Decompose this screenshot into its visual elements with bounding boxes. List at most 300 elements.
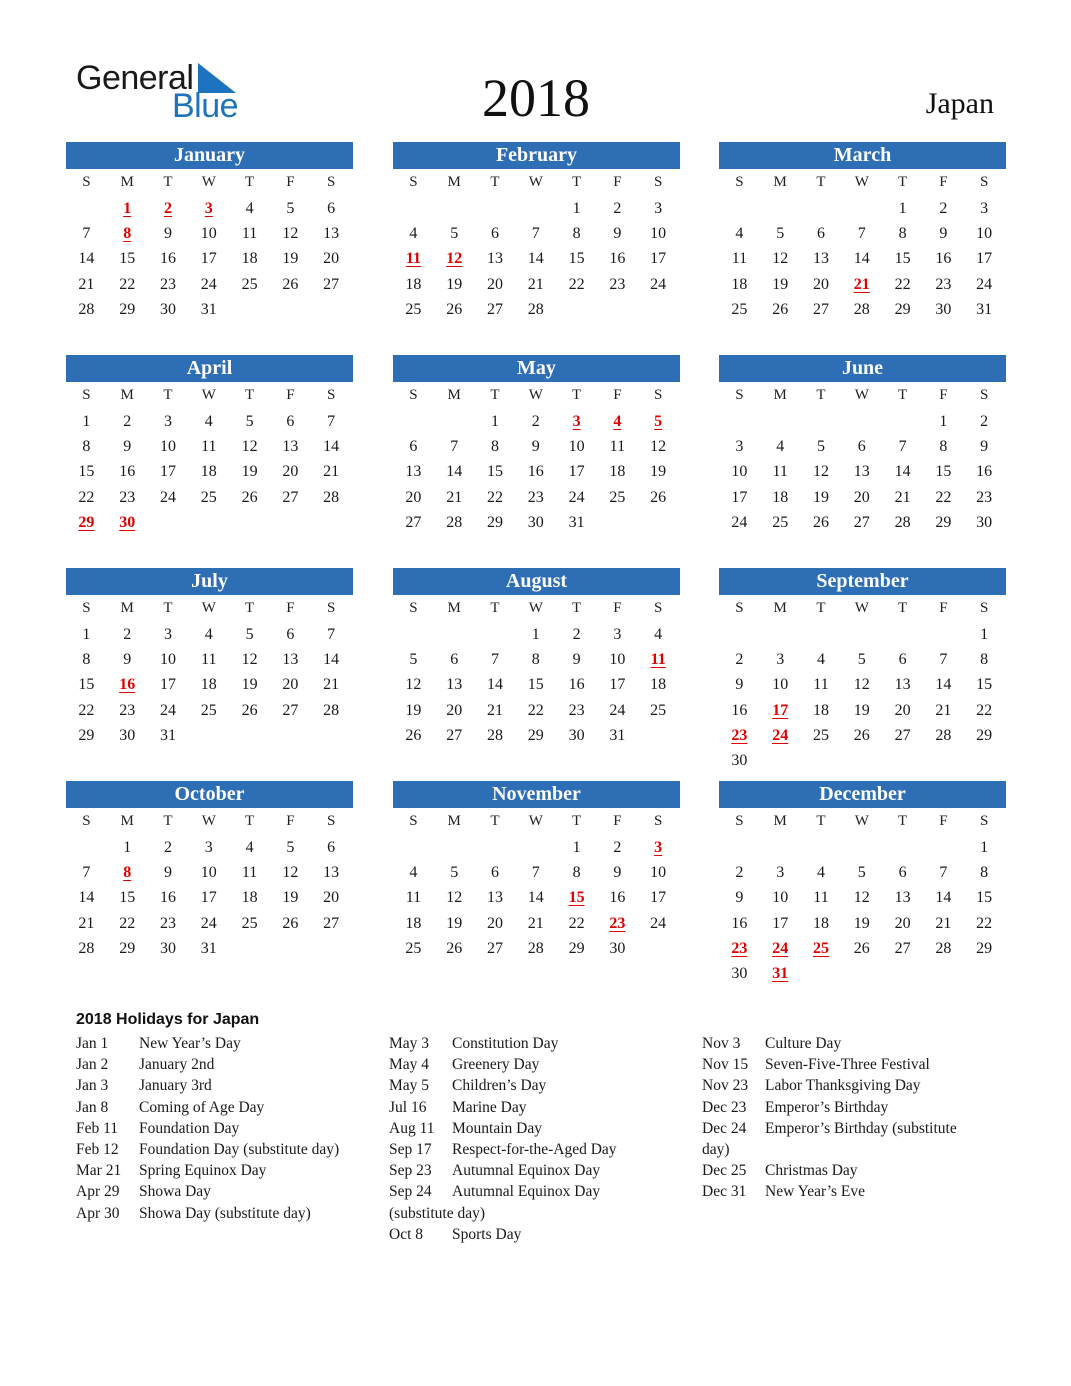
day-cell: 7 bbox=[939, 864, 948, 882]
day-cell: 19 bbox=[853, 914, 870, 932]
day-cell-holiday: 15 bbox=[568, 889, 585, 907]
weekday-label: S bbox=[82, 813, 91, 829]
holiday-date: May 5 bbox=[389, 1077, 430, 1095]
weekday-row bbox=[66, 596, 353, 621]
day-cell: 28 bbox=[527, 939, 544, 957]
day-cell: 1 bbox=[531, 626, 540, 643]
day-cell-holiday: 4 bbox=[613, 413, 622, 430]
day-cell: 27 bbox=[812, 300, 829, 318]
day-cell: 26 bbox=[405, 726, 422, 744]
day-grid bbox=[719, 196, 1006, 322]
day-cell: 8 bbox=[572, 225, 581, 243]
day-cell: 15 bbox=[976, 889, 993, 907]
day-cell: 16 bbox=[159, 889, 176, 907]
weekday-label: T bbox=[898, 174, 908, 190]
day-cell: 7 bbox=[82, 225, 91, 243]
holiday-date: Jan 2 bbox=[76, 1056, 109, 1074]
day-cell: 1 bbox=[980, 839, 989, 856]
weekday-label: T bbox=[245, 387, 255, 403]
day-cell-holiday: 3 bbox=[572, 413, 581, 430]
day-cell: 4 bbox=[776, 438, 785, 456]
day-cell: 22 bbox=[78, 701, 95, 719]
day-cell: 28 bbox=[78, 300, 95, 318]
weekday-label: S bbox=[980, 813, 989, 829]
month-september bbox=[719, 568, 1006, 773]
day-cell: 14 bbox=[323, 438, 340, 456]
day-cell: 8 bbox=[980, 864, 989, 882]
holiday-row bbox=[389, 1139, 689, 1160]
weekday-label: T bbox=[572, 387, 582, 403]
holiday-row bbox=[389, 1054, 689, 1075]
day-cell: 27 bbox=[282, 488, 299, 506]
day-cell: 31 bbox=[609, 726, 626, 744]
weekday-label: M bbox=[447, 813, 461, 829]
weekday-label: T bbox=[490, 813, 500, 829]
holidays-title: 2018 Holidays for Japan bbox=[76, 1011, 260, 1028]
day-cell: 24 bbox=[650, 914, 667, 932]
day-cell: 5 bbox=[450, 864, 459, 882]
weekday-label: T bbox=[245, 174, 255, 190]
day-cell: 27 bbox=[894, 726, 911, 744]
day-cell: 12 bbox=[650, 438, 667, 456]
weekday-row bbox=[66, 383, 353, 408]
day-cell: 13 bbox=[405, 463, 422, 481]
day-cell: 4 bbox=[245, 200, 254, 217]
day-cell-holiday: 30 bbox=[119, 513, 136, 531]
day-blank bbox=[841, 622, 882, 647]
holiday-name: Foundation Day (substitute day) bbox=[139, 1141, 340, 1159]
day-cell: 1 bbox=[490, 413, 499, 430]
day-cell: 28 bbox=[323, 488, 340, 506]
day-cell: 11 bbox=[731, 250, 748, 268]
day-cell: 6 bbox=[327, 839, 336, 856]
holiday-date: May 4 bbox=[389, 1056, 430, 1074]
day-blank bbox=[760, 622, 801, 647]
holiday-date: Aug 11 bbox=[389, 1119, 435, 1137]
day-cell: 1 bbox=[898, 200, 907, 217]
day-cell: 29 bbox=[894, 300, 911, 318]
holiday-name: Foundation Day bbox=[139, 1119, 240, 1137]
day-cell: 17 bbox=[200, 889, 217, 907]
day-cell-holiday: 23 bbox=[731, 939, 748, 957]
day-cell: 19 bbox=[282, 250, 299, 268]
holiday-row bbox=[389, 1118, 689, 1139]
day-cell: 27 bbox=[405, 513, 422, 531]
weekday-label: S bbox=[327, 813, 336, 829]
day-cell: 22 bbox=[486, 488, 503, 506]
day-cell: 12 bbox=[853, 676, 870, 694]
day-cell: 26 bbox=[241, 701, 258, 719]
day-cell-holiday: 2 bbox=[163, 200, 172, 217]
day-cell: 19 bbox=[446, 275, 463, 293]
day-cell: 15 bbox=[119, 889, 136, 907]
holiday-name: Emperor’s Birthday (substitute bbox=[765, 1119, 957, 1137]
day-cell: 31 bbox=[976, 300, 993, 318]
day-cell: 4 bbox=[654, 626, 663, 643]
day-cell: 9 bbox=[980, 438, 989, 456]
holiday-row bbox=[389, 1181, 689, 1202]
day-cell: 25 bbox=[772, 513, 789, 531]
day-cell: 24 bbox=[650, 275, 667, 293]
day-cell: 24 bbox=[159, 488, 176, 506]
day-cell: 12 bbox=[446, 889, 463, 907]
day-cell: 3 bbox=[204, 839, 213, 856]
logo-general-text: General bbox=[76, 59, 194, 97]
day-cell: 7 bbox=[490, 651, 499, 669]
day-grid bbox=[719, 835, 1006, 986]
day-cell: 30 bbox=[119, 726, 136, 744]
day-cell: 11 bbox=[609, 438, 626, 456]
weekday-label: F bbox=[286, 600, 295, 616]
weekday-label: S bbox=[327, 174, 336, 190]
day-cell: 30 bbox=[568, 726, 585, 744]
day-blank bbox=[882, 835, 923, 860]
weekday-label: S bbox=[409, 600, 418, 616]
day-cell: 24 bbox=[609, 701, 626, 719]
day-cell: 30 bbox=[159, 300, 176, 318]
day-blank bbox=[923, 835, 964, 860]
page-title-year: 2018 bbox=[482, 68, 590, 128]
holiday-date: Dec 31 bbox=[702, 1183, 747, 1201]
day-cell: 29 bbox=[527, 726, 544, 744]
day-blank bbox=[801, 622, 842, 647]
day-cell: 17 bbox=[609, 676, 626, 694]
day-cell: 6 bbox=[409, 438, 418, 456]
weekday-label: M bbox=[773, 387, 787, 403]
day-cell: 15 bbox=[78, 676, 95, 694]
day-cell: 7 bbox=[327, 413, 336, 430]
holiday-name: day) bbox=[702, 1141, 730, 1159]
holiday-row bbox=[76, 1160, 376, 1181]
month-january bbox=[66, 142, 353, 322]
holiday-column bbox=[389, 1033, 689, 1245]
holiday-name: Respect-for-the-Aged Day bbox=[452, 1141, 617, 1159]
day-cell: 19 bbox=[853, 701, 870, 719]
day-cell: 4 bbox=[409, 864, 418, 882]
day-cell: 19 bbox=[241, 676, 258, 694]
day-cell: 22 bbox=[527, 701, 544, 719]
weekday-row bbox=[719, 383, 1006, 408]
day-cell: 25 bbox=[405, 939, 422, 957]
day-cell: 6 bbox=[286, 413, 295, 430]
day-cell: 26 bbox=[853, 726, 870, 744]
day-cell: 20 bbox=[323, 889, 340, 907]
day-cell: 11 bbox=[405, 889, 422, 907]
weekday-label: S bbox=[735, 174, 744, 190]
day-cell: 15 bbox=[527, 676, 544, 694]
holiday-column bbox=[76, 1033, 376, 1224]
day-cell: 9 bbox=[735, 889, 744, 907]
day-cell: 28 bbox=[935, 726, 952, 744]
day-cell: 28 bbox=[853, 300, 870, 318]
weekday-label: T bbox=[163, 387, 173, 403]
weekday-label: F bbox=[613, 174, 622, 190]
day-cell: 2 bbox=[939, 200, 948, 217]
day-cell: 17 bbox=[200, 250, 217, 268]
day-cell: 16 bbox=[527, 463, 544, 481]
day-blank bbox=[760, 835, 801, 860]
weekday-label: M bbox=[447, 174, 461, 190]
day-cell: 15 bbox=[486, 463, 503, 481]
logo-blue-text: Blue bbox=[172, 87, 239, 125]
day-cell: 28 bbox=[527, 300, 544, 318]
day-cell: 5 bbox=[857, 651, 866, 669]
day-cell: 14 bbox=[323, 651, 340, 669]
country-label: Japan bbox=[925, 87, 994, 120]
day-cell: 7 bbox=[898, 438, 907, 456]
day-cell: 30 bbox=[935, 300, 952, 318]
weekday-label: M bbox=[773, 174, 787, 190]
day-cell: 6 bbox=[286, 626, 295, 643]
day-cell: 8 bbox=[490, 438, 499, 456]
weekday-label: W bbox=[854, 387, 869, 403]
day-cell: 22 bbox=[78, 488, 95, 506]
day-cell: 6 bbox=[450, 651, 459, 669]
day-cell-holiday: 3 bbox=[204, 200, 213, 217]
day-cell: 11 bbox=[241, 864, 258, 882]
day-cell-holiday: 11 bbox=[405, 250, 421, 268]
weekday-label: M bbox=[773, 600, 787, 616]
day-blank bbox=[434, 835, 475, 860]
month-header: August bbox=[393, 568, 680, 595]
day-cell: 11 bbox=[813, 676, 829, 694]
holiday-row bbox=[389, 1097, 689, 1118]
weekday-label: W bbox=[201, 174, 216, 190]
weekday-row bbox=[719, 596, 1006, 621]
day-cell: 12 bbox=[772, 250, 789, 268]
day-cell: 27 bbox=[282, 701, 299, 719]
holiday-name: Mountain Day bbox=[452, 1119, 542, 1137]
weekday-row bbox=[66, 170, 353, 195]
day-cell: 27 bbox=[853, 513, 870, 531]
weekday-label: T bbox=[245, 813, 255, 829]
day-blank bbox=[66, 196, 107, 221]
day-cell: 10 bbox=[772, 676, 789, 694]
holiday-column bbox=[702, 1033, 1002, 1203]
day-cell: 28 bbox=[486, 726, 503, 744]
day-blank bbox=[434, 409, 475, 434]
day-cell-holiday: 16 bbox=[119, 676, 136, 694]
day-cell: 19 bbox=[282, 889, 299, 907]
day-cell: 14 bbox=[78, 250, 95, 268]
day-cell: 1 bbox=[572, 839, 581, 856]
day-cell: 7 bbox=[939, 651, 948, 669]
weekday-label: S bbox=[654, 600, 663, 616]
weekday-label: S bbox=[980, 600, 989, 616]
day-cell: 11 bbox=[772, 463, 788, 481]
weekday-label: T bbox=[490, 174, 500, 190]
day-cell: 22 bbox=[894, 275, 911, 293]
day-cell: 10 bbox=[772, 889, 789, 907]
weekday-label: M bbox=[773, 813, 787, 829]
holiday-date: Nov 23 bbox=[702, 1077, 749, 1095]
day-cell: 5 bbox=[286, 200, 295, 217]
holiday-date: Jan 3 bbox=[76, 1077, 109, 1095]
day-cell: 22 bbox=[568, 914, 585, 932]
day-blank bbox=[923, 622, 964, 647]
day-cell: 20 bbox=[323, 250, 340, 268]
holiday-name: Constitution Day bbox=[452, 1035, 559, 1052]
day-cell: 13 bbox=[446, 676, 463, 694]
day-cell: 19 bbox=[241, 463, 258, 481]
weekday-label: W bbox=[854, 600, 869, 616]
day-cell: 6 bbox=[898, 651, 907, 669]
day-cell: 13 bbox=[323, 864, 340, 882]
month-august bbox=[393, 568, 680, 748]
day-cell: 19 bbox=[405, 701, 422, 719]
holiday-name: Marine Day bbox=[452, 1098, 527, 1116]
day-cell: 16 bbox=[976, 463, 993, 481]
day-cell: 14 bbox=[935, 889, 952, 907]
holiday-date: Sep 17 bbox=[389, 1141, 432, 1159]
day-cell: 2 bbox=[163, 839, 172, 856]
day-cell: 20 bbox=[486, 275, 503, 293]
day-cell: 10 bbox=[731, 463, 748, 481]
weekday-label: S bbox=[82, 600, 91, 616]
month-november bbox=[393, 781, 680, 961]
holiday-date: Oct 8 bbox=[389, 1225, 424, 1243]
day-cell: 8 bbox=[939, 438, 948, 456]
day-cell: 1 bbox=[572, 200, 581, 217]
day-cell: 29 bbox=[568, 939, 585, 957]
day-cell: 20 bbox=[853, 488, 870, 506]
day-cell: 9 bbox=[735, 676, 744, 694]
holiday-date: Jan 1 bbox=[76, 1035, 109, 1052]
day-cell: 16 bbox=[609, 250, 626, 268]
day-cell: 14 bbox=[446, 463, 463, 481]
day-cell: 8 bbox=[82, 438, 91, 456]
holiday-name: Coming of Age Day bbox=[139, 1098, 265, 1116]
weekday-row bbox=[66, 809, 353, 834]
day-cell: 14 bbox=[527, 250, 544, 268]
weekday-label: W bbox=[528, 174, 543, 190]
day-cell: 17 bbox=[731, 488, 748, 506]
day-blank bbox=[475, 835, 516, 860]
month-header: May bbox=[393, 355, 680, 382]
holiday-row bbox=[702, 1181, 1002, 1202]
day-cell: 29 bbox=[935, 513, 952, 531]
day-cell: 9 bbox=[531, 438, 540, 456]
day-cell: 27 bbox=[894, 939, 911, 957]
weekday-label: T bbox=[898, 600, 908, 616]
day-cell: 2 bbox=[613, 839, 622, 856]
day-cell: 25 bbox=[200, 488, 217, 506]
day-cell: 10 bbox=[609, 651, 626, 669]
day-cell: 28 bbox=[446, 513, 463, 531]
day-cell: 18 bbox=[405, 914, 422, 932]
holiday-name: Labor Thanksgiving Day bbox=[765, 1077, 921, 1095]
day-grid bbox=[66, 196, 353, 322]
day-cell: 5 bbox=[857, 864, 866, 882]
day-cell: 15 bbox=[568, 250, 585, 268]
month-may bbox=[393, 355, 680, 535]
holiday-name: New Year’s Day bbox=[139, 1035, 241, 1052]
holiday-row bbox=[76, 1075, 376, 1096]
weekday-label: W bbox=[201, 600, 216, 616]
day-grid bbox=[719, 622, 1006, 773]
day-blank bbox=[475, 622, 516, 647]
day-cell: 18 bbox=[772, 488, 789, 506]
day-cell: 14 bbox=[78, 889, 95, 907]
day-blank bbox=[515, 196, 556, 221]
day-cell: 18 bbox=[200, 676, 217, 694]
day-cell: 23 bbox=[976, 488, 993, 506]
holiday-row bbox=[702, 1097, 1002, 1118]
holiday-date: Mar 21 bbox=[76, 1162, 122, 1180]
holiday-date: Apr 30 bbox=[76, 1204, 120, 1222]
day-cell: 26 bbox=[812, 513, 829, 531]
day-cell: 5 bbox=[245, 626, 254, 643]
weekday-row bbox=[393, 809, 680, 834]
holiday-date: Sep 24 bbox=[389, 1183, 432, 1201]
day-cell: 11 bbox=[241, 225, 258, 243]
day-cell: 30 bbox=[731, 751, 748, 769]
day-cell: 14 bbox=[486, 676, 503, 694]
weekday-label: T bbox=[572, 813, 582, 829]
day-cell: 4 bbox=[204, 413, 213, 430]
day-cell: 6 bbox=[490, 864, 499, 882]
day-cell: 29 bbox=[119, 300, 136, 318]
weekday-label: T bbox=[163, 174, 173, 190]
day-cell: 4 bbox=[409, 225, 418, 243]
day-cell: 26 bbox=[446, 300, 463, 318]
day-cell: 12 bbox=[241, 651, 258, 669]
day-cell: 1 bbox=[980, 626, 989, 643]
day-cell: 25 bbox=[650, 701, 667, 719]
day-cell: 3 bbox=[776, 864, 785, 882]
day-blank bbox=[841, 196, 882, 221]
month-header: October bbox=[66, 781, 353, 808]
day-cell: 15 bbox=[935, 463, 952, 481]
day-cell-holiday: 11 bbox=[650, 651, 666, 669]
day-cell: 23 bbox=[568, 701, 585, 719]
day-cell: 6 bbox=[816, 225, 825, 243]
holiday-name: Children’s Day bbox=[452, 1077, 547, 1095]
day-cell: 30 bbox=[159, 939, 176, 957]
day-cell: 21 bbox=[446, 488, 463, 506]
weekday-label: M bbox=[120, 813, 134, 829]
day-cell: 24 bbox=[200, 914, 217, 932]
day-cell: 17 bbox=[976, 250, 993, 268]
weekday-label: W bbox=[528, 600, 543, 616]
day-cell: 17 bbox=[650, 889, 667, 907]
day-cell: 31 bbox=[200, 300, 217, 318]
day-cell: 9 bbox=[123, 651, 132, 669]
holiday-date: Sep 23 bbox=[389, 1162, 432, 1180]
day-cell: 26 bbox=[853, 939, 870, 957]
day-cell: 21 bbox=[894, 488, 911, 506]
day-cell: 29 bbox=[976, 726, 993, 744]
day-cell: 23 bbox=[935, 275, 952, 293]
holiday-name: Greenery Day bbox=[452, 1056, 540, 1074]
weekday-label: T bbox=[898, 813, 908, 829]
day-cell: 23 bbox=[119, 701, 136, 719]
day-cell: 7 bbox=[857, 225, 866, 243]
day-cell-holiday: 25 bbox=[812, 939, 829, 957]
day-cell: 16 bbox=[119, 463, 136, 481]
day-cell-holiday: 23 bbox=[609, 914, 626, 932]
day-cell: 16 bbox=[568, 676, 585, 694]
day-cell: 3 bbox=[776, 651, 785, 669]
weekday-label: F bbox=[939, 174, 948, 190]
day-cell: 27 bbox=[486, 939, 503, 957]
day-cell: 20 bbox=[894, 914, 911, 932]
day-cell: 28 bbox=[935, 939, 952, 957]
day-cell: 15 bbox=[976, 676, 993, 694]
day-cell-holiday: 21 bbox=[853, 275, 870, 293]
day-cell: 14 bbox=[527, 889, 544, 907]
holiday-name: Autumnal Equinox Day bbox=[452, 1162, 601, 1180]
